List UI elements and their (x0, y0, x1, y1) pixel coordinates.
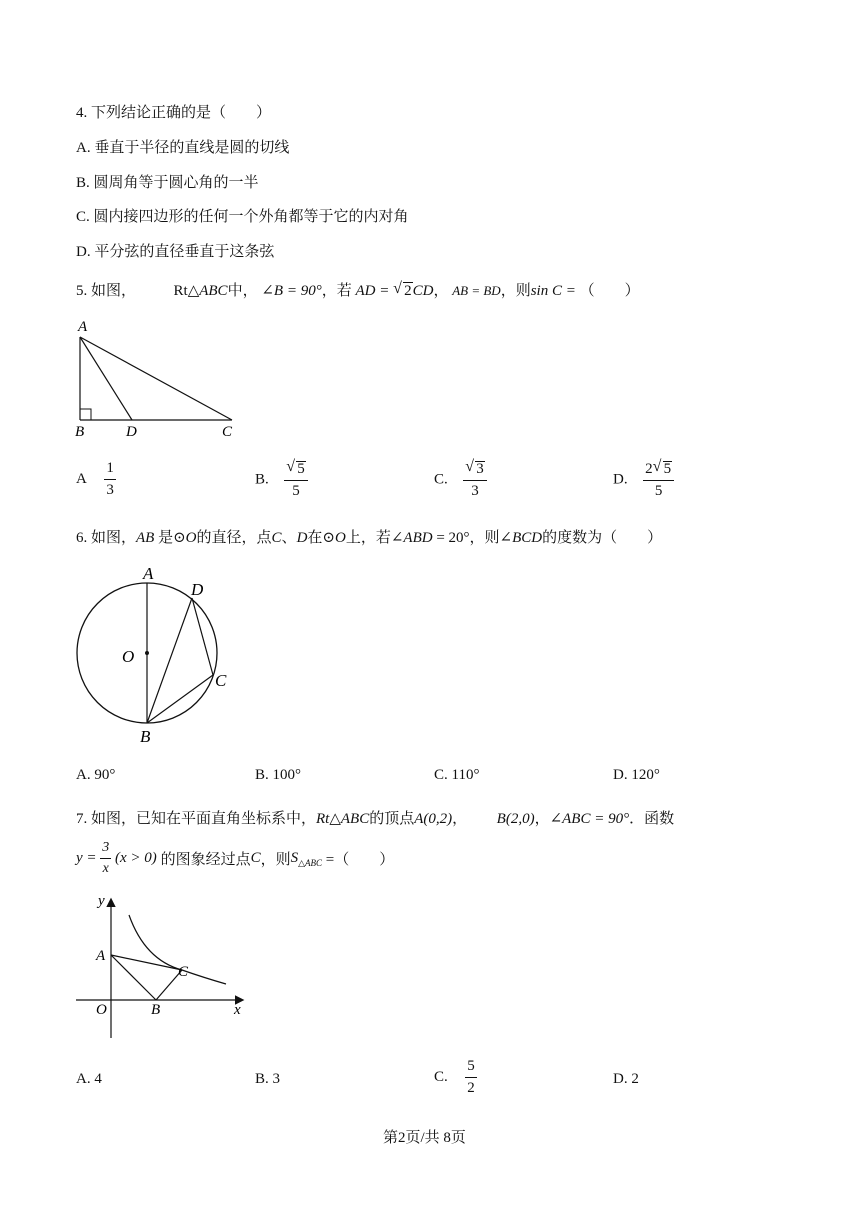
q6-option-c: C. 110° (434, 767, 480, 783)
q5-triangle-figure (70, 315, 250, 445)
q7-option-d: D. 2 (613, 1071, 639, 1087)
q6-label-b: B (140, 727, 151, 746)
q5-label-c: C (222, 424, 233, 440)
q6-option-a: A. 90° (76, 767, 116, 783)
q4-option-d: D. 平分弦的直径垂直于这条弦 (76, 244, 275, 260)
q7-option-a: A. 4 (76, 1071, 102, 1087)
q7-label-o: O (96, 1002, 107, 1018)
q5-label-a: A (78, 319, 88, 335)
q5-stem: 5. 如图， Rt△ABC中， ∠B = 90°，若 AD = √ 2CD， AB = BD，则sin C = （ ） (76, 280, 640, 299)
q7-option-c: C. $\frac{5}{2}$ (434, 1058, 475, 1096)
q4-option-b: B. 圆周角等于圆心角的一半 (76, 175, 259, 191)
q4-option-c: C. 圆内接四边形的任何一个外角都等于它的内对角 (76, 209, 409, 225)
q6-label-c: C (215, 671, 227, 690)
q6-stem: 6. 如图，AB 是⊙O的直径，点C、D在⊙O上，若∠ABD = 20°，则∠BCD的度数为（ ） (76, 530, 663, 546)
q6-label-o: O (122, 647, 135, 666)
q7-label-y: y (98, 893, 105, 909)
q7-option-b: B. 3 (255, 1071, 281, 1087)
q6-option-d: D. 120° (613, 767, 660, 783)
q6-label-d: D (191, 580, 204, 599)
q7-label-c: C (178, 964, 189, 980)
q5-label-b: B (75, 424, 85, 440)
q7-stem-line2: y = $\frac{3}{x}$ (x > 0) 的图象经过点C，则$S_{\triangle ABC}$ =（ ） (76, 840, 395, 876)
q5-option-a: A $\frac{1}{3}$ (76, 460, 114, 498)
q5-option-d: D. 2 √ 5 5 (613, 461, 674, 499)
q7-label-a: A (96, 948, 106, 964)
q6-option-b: B. 100° (255, 767, 302, 783)
page-footer: 第2页/共 8页 (383, 1130, 466, 1146)
q7-stem-line1: 7. 如图，已知在平面直角坐标系中，Rt△ABC的顶点A(0,2)， B(2,0)，∠ABC = 90°．函数 (76, 811, 675, 827)
q6-circle-figure (70, 560, 250, 750)
q5-label-d: D (126, 424, 137, 440)
q4-stem: 4. 下列结论正确的是（ ） (76, 105, 272, 121)
q7-label-x: x (234, 1002, 241, 1018)
q5-option-c: C. √ 3 3 (434, 461, 487, 499)
q7-coordinate-figure (70, 890, 255, 1040)
q4-option-a: A. 垂直于半径的直线是圆的切线 (76, 140, 290, 156)
q5-option-b: B. √ 5 5 (255, 461, 308, 499)
q7-label-b: B (151, 1002, 161, 1018)
q6-label-a: A (143, 564, 154, 583)
